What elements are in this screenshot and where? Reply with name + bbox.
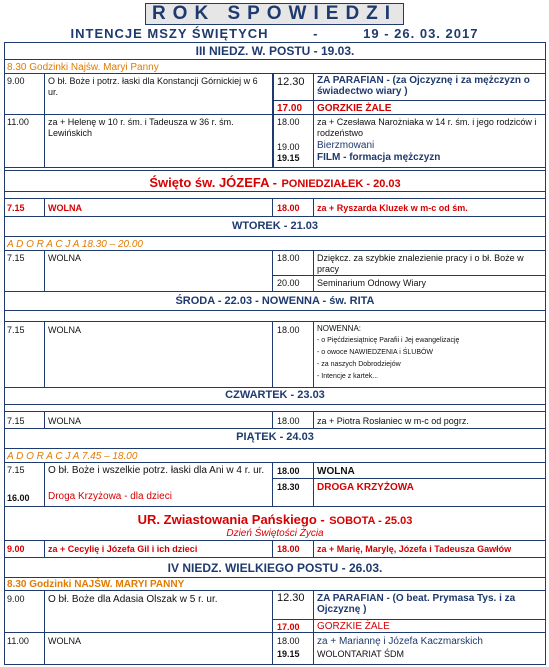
col-line [313,250,314,291]
intention: O bł. Boże i potrz. łaski dla Konstancji Górnickiej w 6 ur. [48,76,258,97]
intention: DROGA KRZYŻOWA [317,482,414,493]
intention: Dziękcz. za szybkie znalezienie pracy i o bł. Boże w pracy [317,253,524,274]
time: 18.00 [277,466,300,476]
intention: ZA PARAFIAN - (za Ojczyznę i za mężczyzn o świadectwo wiary ) [317,75,530,97]
page-title-box [0,3,549,25]
divider [4,73,546,74]
col-line [313,411,314,428]
col-line [313,73,314,167]
col-line [44,198,45,216]
time: 16.00 [7,493,30,503]
divider [4,448,546,449]
page-title: ROK SPOWIEDZI [145,3,404,25]
time: 20.00 [277,278,300,288]
intention: za + Ryszarda Kluzek w m-c od śm. [317,203,468,213]
intention: WOLNA [48,416,82,426]
border-top [4,42,546,43]
col-line [44,321,45,387]
saturday-heading-a: UR. Zwiastowania Pańskiego - [137,512,325,527]
divider [4,191,546,192]
col-line [272,321,273,387]
col-line [44,540,45,557]
divider [4,321,546,322]
saturday-heading-b: SOBOTA - 25.03 [329,515,413,527]
col-line [313,540,314,557]
time: 18.00 [277,636,300,646]
novena-line: - o Pięćdziesiątnicę Parafii i Jej ewangelizację [317,337,460,344]
intention: WOLNA [48,325,82,335]
divider [4,557,546,558]
friday-heading: PIĄTEK - 24.03 [236,431,314,443]
intention: GORZKIE ŻALE [317,621,390,632]
divider [4,310,546,311]
divider [273,619,546,620]
divider [4,387,546,388]
intention: WOLNA [317,466,355,477]
col-line [272,540,273,557]
col-line [313,462,314,506]
col-line [313,590,314,664]
subtitle-date: 19 - 26. 03. 2017 [363,26,479,41]
saturday-note: Dzień Świętości Życia [226,528,324,539]
subtitle-left: INTENCJE MSZY ŚWIĘTYCH [70,26,269,41]
col-line [272,250,273,291]
divider [4,577,546,578]
divider [4,236,546,237]
divider [4,114,546,115]
divider [4,291,546,292]
divider [273,478,546,479]
divider [273,275,546,276]
intention: WOLNA [48,636,82,646]
col-line [44,250,45,291]
novena-line: NOWENNA: [317,324,361,333]
intention: WOLONTARIAT ŚDM [317,649,405,659]
time: 18.00 [277,416,300,426]
time: 9.00 [7,594,25,604]
col-line [313,198,314,216]
time: 11.00 [7,117,29,127]
sunday1-heading: III NIEDZ. W. POSTU - 19.03. [195,44,355,58]
friday-adoration: A D O R A C J A 7.45 – 18.00 [7,451,138,462]
time: 18.00 [277,544,300,554]
novena-line: - o owoce NAWIEDZENIA i ŚLUBÓW [317,349,434,356]
divider [4,167,546,168]
time: 18.00 [277,253,300,263]
divider [4,428,546,429]
monday-heading-b: PONIEDZIAŁEK - 20.03 [281,178,401,190]
sunday2-note: 8.30 Godzinki NAJŚW. MARYI PANNY [7,579,185,590]
col-line [272,198,273,216]
col-line [44,73,45,167]
time: 19.15 [277,153,300,163]
time: 12.30 [277,592,305,604]
schedule-table [4,42,546,665]
time: 7.15 [7,416,25,426]
intention: za + Cecylię i Józefa Gil i ich dzieci [48,544,198,554]
divider [4,198,546,199]
divider [4,250,546,251]
border-bottom [4,664,546,665]
divider [4,59,546,60]
intention: za + Czesława Narożniaka w 14 r. śm. i jego rodziców i rodzeństwo [317,117,537,138]
intention: Droga Krzyżowa - dla dzieci [48,491,172,502]
col-line [313,321,314,387]
intention: WOLNA [48,253,82,263]
time: 7.15 [7,203,25,213]
time: 18.30 [277,482,300,492]
time: 17.00 [277,103,303,114]
intention: za + Mariannę i Józefa Kaczmarskich [317,636,483,647]
intention: ZA PARAFIAN - (O beat. Prymasa Tys. i za Ojczyznę ) [317,593,516,615]
divider [273,100,546,101]
divider [4,590,546,591]
col-line [44,411,45,428]
divider [4,462,546,463]
intention: za + Helenę w 10 r. śm. i Tadeusza w 36 r. śm. Lewińskich [48,117,234,138]
time: 18.00 [277,117,300,127]
time: 7.15 [7,325,25,335]
sunday2-heading: IV NIEDZ. WIELKIEGO POSTU - 26.03. [167,561,383,575]
divider [4,216,546,217]
col-line [272,462,273,506]
divider [4,540,546,541]
intention: za + Marię, Marylę, Józefa i Tadeusza Gawłów [317,544,512,554]
divider [4,506,546,507]
time: 19.00 [277,142,300,152]
tuesday-adoration: A D O R A C J A 18.30 – 20.00 [7,239,143,250]
time: 7.15 [7,253,25,263]
time: 18.00 [277,203,300,213]
divider [4,404,546,405]
divider [4,411,546,412]
time: 11.00 [7,636,29,646]
divider [4,170,546,171]
time: 9.00 [7,544,25,554]
intention: O bł. Boże dla Adasia Olszak w 5 r. ur. [48,594,218,605]
intention: O bł. Boże i wszelkie potrz. łaski dla Ani w 4 r. ur. [48,465,265,476]
time: 7.15 [7,465,25,475]
time: 18.00 [277,325,300,335]
wednesday-heading: ŚRODA - 22.03 - NOWENNA - św. RITA [175,295,375,307]
time: 19.15 [277,649,300,659]
col-line [44,590,45,664]
intention: WOLNA [48,203,82,213]
col-line [44,462,45,506]
intention: FILM - formacja mężczyzn [317,152,441,163]
intention: za + Piotra Rosłaniec w m-c od pogrz. [317,416,469,426]
monday-heading-a: Święto św. JÓZEFA - [149,175,277,190]
subtitle-dash: - [313,26,319,41]
divider [4,632,546,633]
sunday1-note: 8.30 Godzinki Najśw. Maryi Panny [7,62,159,73]
col-line [272,590,273,664]
intention: Seminarium Odnowy Wiary [317,278,427,288]
time: 12.30 [277,76,305,88]
thursday-heading: CZWARTEK - 23.03 [225,389,325,401]
intention: GORZKIE ŻALE [317,103,392,114]
monday-heading [4,174,546,192]
subtitle [0,26,549,41]
tuesday-heading: WTOREK - 21.03 [232,220,318,232]
time: 9.00 [7,76,25,86]
intention: Bierzmowani [317,140,375,151]
col-line [273,73,274,167]
col-line [272,411,273,428]
novena-line: - Intencje z kartek... [317,373,379,380]
time: 17.00 [277,622,300,632]
novena-line: - za naszych Dobrodziejów [317,361,401,368]
saturday-heading [4,511,546,529]
